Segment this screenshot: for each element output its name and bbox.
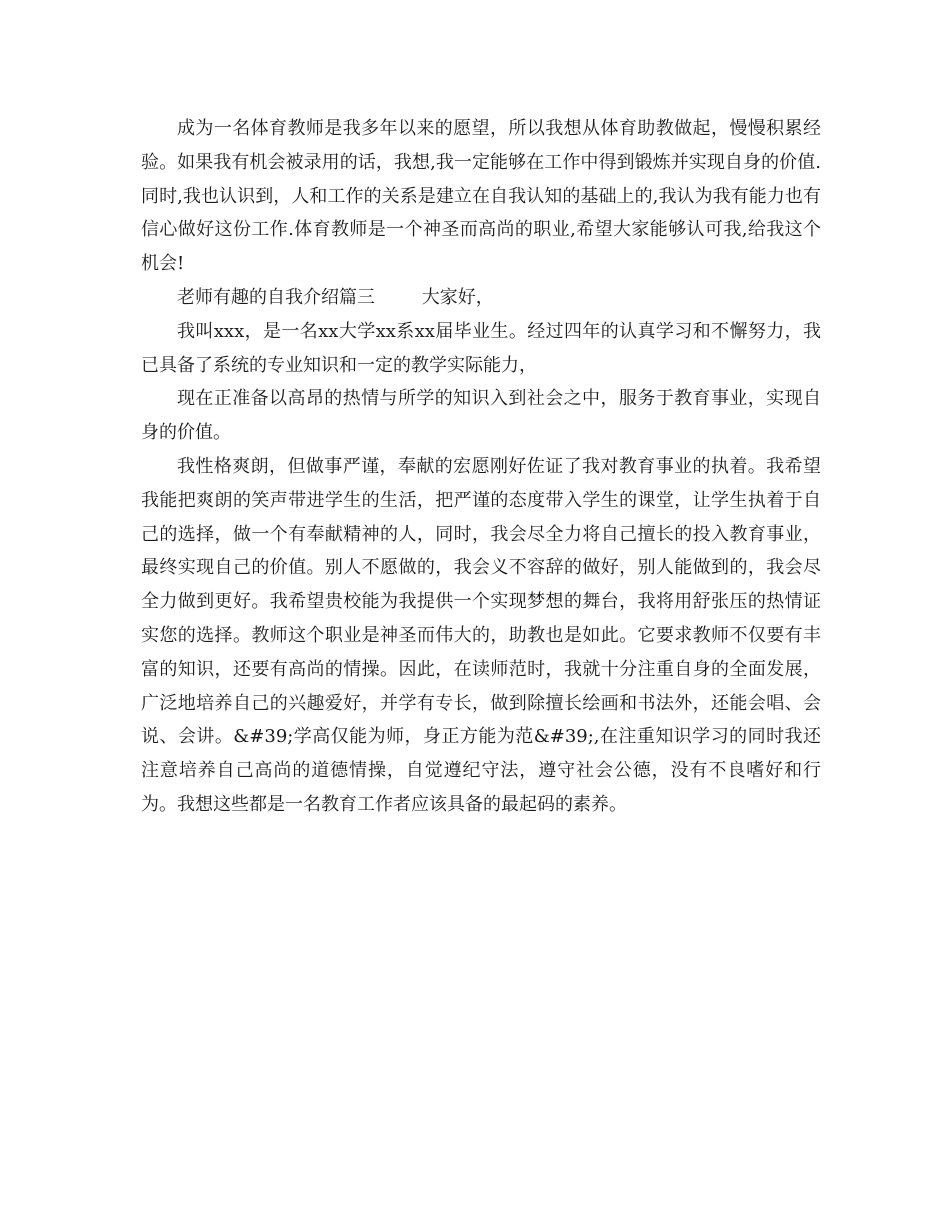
section-heading-line [141, 281, 821, 315]
paragraph-3: 现在正准备以高昂的热情与所学的知识入到社会之中，服务于教育事业，实现自身的价值。 [141, 388, 821, 444]
paragraph-4: 我性格爽朗，但做事严谨，奉献的宏愿刚好佐证了我对教育事业的执着。我希望我能把爽朗的笑声带进学生的生活，把严谨的态度带入学生的课堂，让学生执着于自己的选择，做一个有奉献精神的人，同时，我会尽全力将自己擅长的投入教育事业，最终实现自己的价值。别人不愿做的，我会义不容辞的做好，别人能做到的，我会尽全力做到更好。我希望贵校能为我提供一个实现梦想的舞台，我将用舒张压的热情证实您的选择。教师这个职业是神圣而伟大的，助教也是如此。它要求教师不仅要有丰富的知识，还要有高尚的情操。因此，在读师范时，我就十分注重自身的全面发展，广泛地培养自己的兴趣爱好，并学有专长，做到除擅长绘画和书法外，还能会唱、会说、会讲。&#39;学高仅能为师，身正方能为范&#39;,在注重知识学习的同时我还注意培养自己高尚的道德情操，自觉遵纪守法，遵守社会公德，没有不良嗜好和行为。我想这些都是一名教育工作者应该具备的最起码的素养。 [141, 455, 821, 815]
greeting: 大家好， [421, 286, 494, 308]
paragraph-2: 我叫xxx，是一名xx大学xx系xx届毕业生。经过四年的认真学习和不懈努力，我已具备了系统的专业知识和一定的教学实际能力， [141, 320, 821, 376]
section-heading: 老师有趣的自我介绍篇三 [177, 286, 375, 308]
document-body [141, 112, 821, 822]
paragraph-1: 成为一名体育教师是我多年以来的愿望，所以我想从体育助教做起，慢慢积累经验。如果我有机会被录用的话，我想,我一定能够在工作中得到锻炼并实现自身的价值.同时,我也认识到，人和工作的关系是建立在自我认知的基础上的,我认为我有能力也有信心做好这份工作.体育教师是一个神圣而高尚的职业,希望大家能够认可我,给我这个机会! [141, 118, 821, 275]
